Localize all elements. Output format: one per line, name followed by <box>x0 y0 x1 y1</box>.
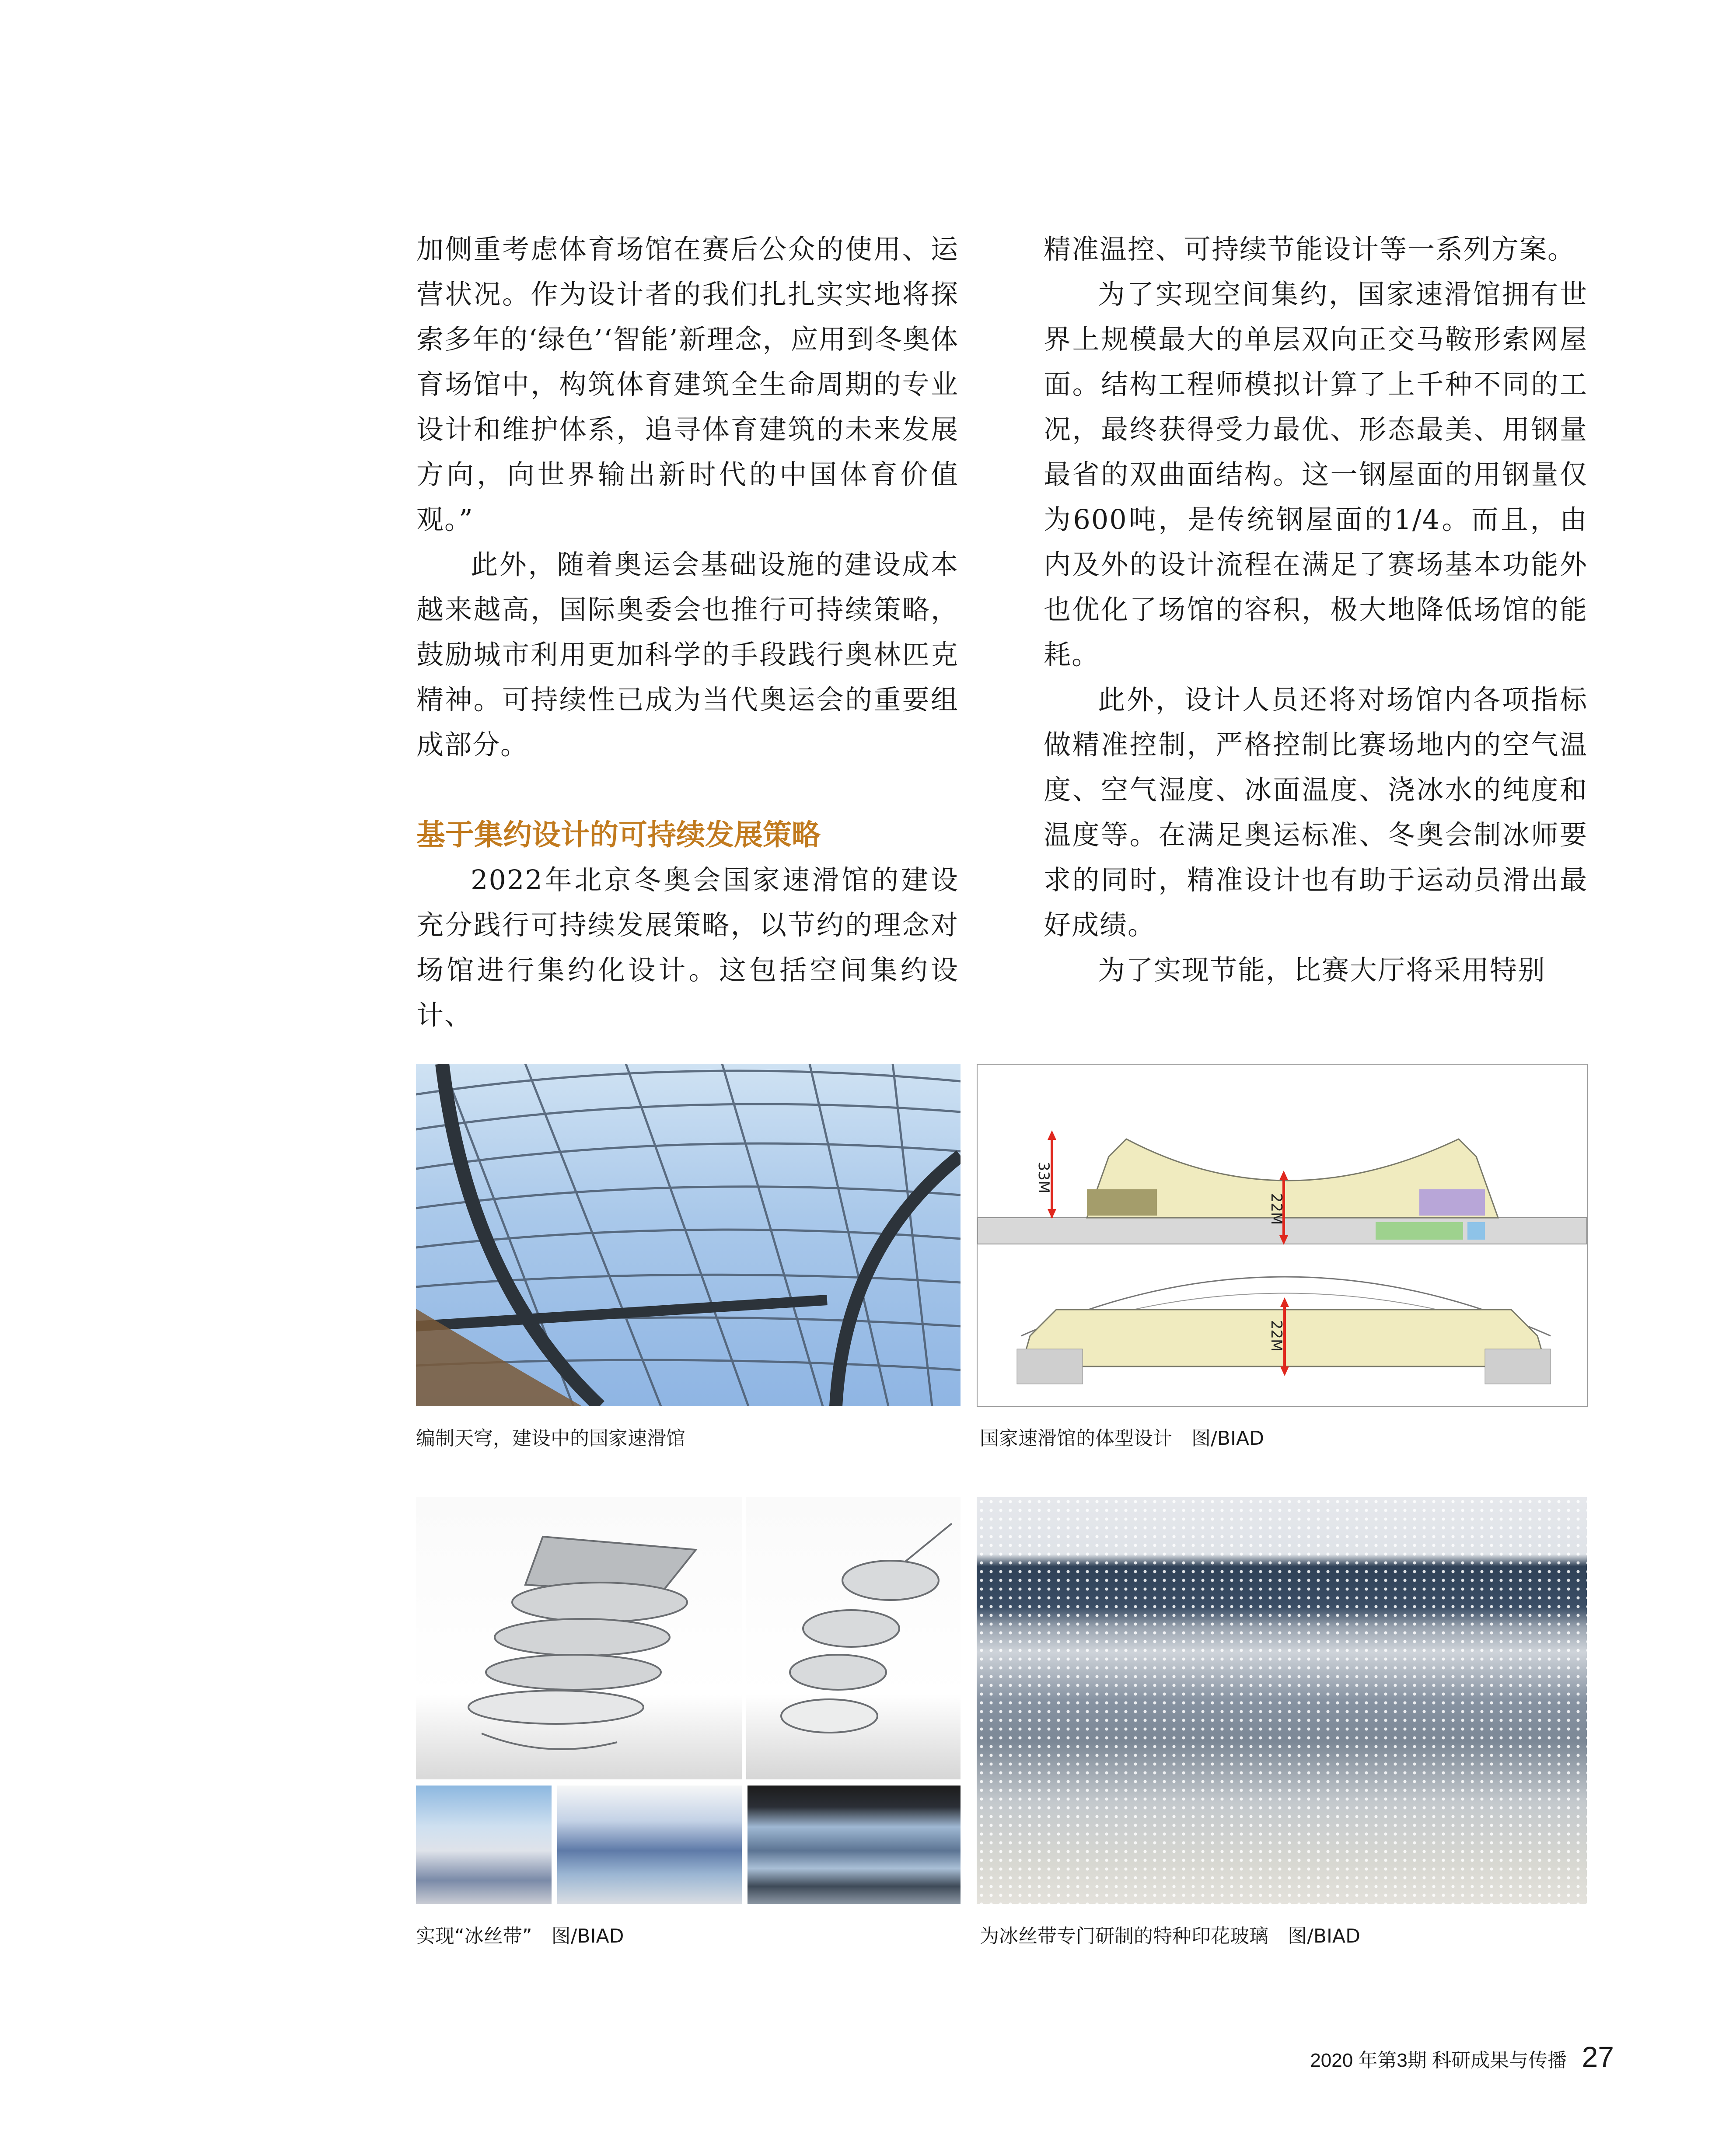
page-number: 27 <box>1582 2041 1614 2073</box>
section-heading: 基于集约设计的可持续发展策略 <box>416 818 821 852</box>
ribbon-photo-model <box>747 1786 961 1904</box>
ribbon-render-left <box>416 1497 742 1779</box>
page-footer <box>1310 2040 1614 2073</box>
paragraph: 此外，设计人员还将对场馆内各项指标做精准控制，严格控制比赛场地内的空气温度、空气湿度、冰面温度、浇冰水的纯度和温度等。在满足奥运标准、冬奥会制冰师要求的同时，精准设计也有助于运动员滑出最好成绩。 <box>1044 684 1588 941</box>
cable-net-illustration <box>416 1064 961 1406</box>
section-drawing <box>978 1065 1587 1406</box>
paragraph: 为了实现空间集约，国家速滑馆拥有世界上规模最大的单层双向正交马鞍形索网屋面。结构工程师模拟计算了上千种不同的工况，最终获得受力最优、形态最美、用钢量最省的双曲面结构。这一钢屋面的用钢量仅为600吨，是传统钢屋面的1/4。而且，由内及外的设计流程在满足了赛场基本功能外也优化了场馆的容积，极大地降低场馆的能耗。 <box>1044 278 1588 671</box>
figure-caption: 国家速滑馆的体型设计 图/BIAD <box>980 1427 1264 1450</box>
venue-section-diagram <box>977 1064 1588 1407</box>
ribbon-photo-facade <box>557 1786 742 1904</box>
right-text-column <box>1044 227 1588 992</box>
paragraph: 精准温控、可持续节能设计等一系列方案。 <box>1044 233 1576 265</box>
paragraph: 加侧重考虑体育场馆在赛后公众的使用、运营状况。作为设计者的我们扎扎实实地将探索多年的‘绿色’‘智能’新理念，应用到冬奥体育场馆中，构筑体育建筑全生命周期的专业设计和维护体系，追寻体育建筑的未来发展方向，向世界输出新时代的中国体育价值观。” <box>416 233 959 535</box>
paragraph: 2022年北京冬奥会国家速滑馆的建设充分践行可持续发展策略，以节约的理念对场馆进行集约化设计。这包括空间集约设计、 <box>416 864 959 1031</box>
paragraph: 此外，随着奥运会基础设施的建设成本越来越高，国际奥委会也推行可持续策略，鼓励城市利用更加科学的手段践行奥林匹克精神。可持续性已成为当代奥运会的重要组成部分。 <box>416 549 959 761</box>
svg-text:22M: 22M <box>1268 1193 1285 1225</box>
printed-glass-photo <box>977 1497 1587 1904</box>
issue-label: 2020 年第3期 科研成果与传播 <box>1310 2050 1567 2071</box>
figure-caption: 编制天穹，建设中的国家速滑馆 <box>416 1427 685 1450</box>
ice-ribbon-composite <box>416 1497 961 1904</box>
left-text-column <box>416 227 959 1038</box>
paragraph: 为了实现节能，比赛大厅将采用特别 <box>1098 954 1546 986</box>
figure-caption: 为冰丝带专门研制的特种印花玻璃 图/BIAD <box>980 1925 1360 1947</box>
svg-text:33M: 33M <box>1035 1161 1052 1194</box>
figure-caption: 实现“冰丝带” 图/BIAD <box>416 1925 624 1947</box>
roof-cable-net-photo <box>416 1064 961 1406</box>
ribbon-render-right <box>746 1497 961 1779</box>
ribbon-photo-sky <box>416 1786 552 1904</box>
svg-text:22M: 22M <box>1268 1320 1285 1352</box>
